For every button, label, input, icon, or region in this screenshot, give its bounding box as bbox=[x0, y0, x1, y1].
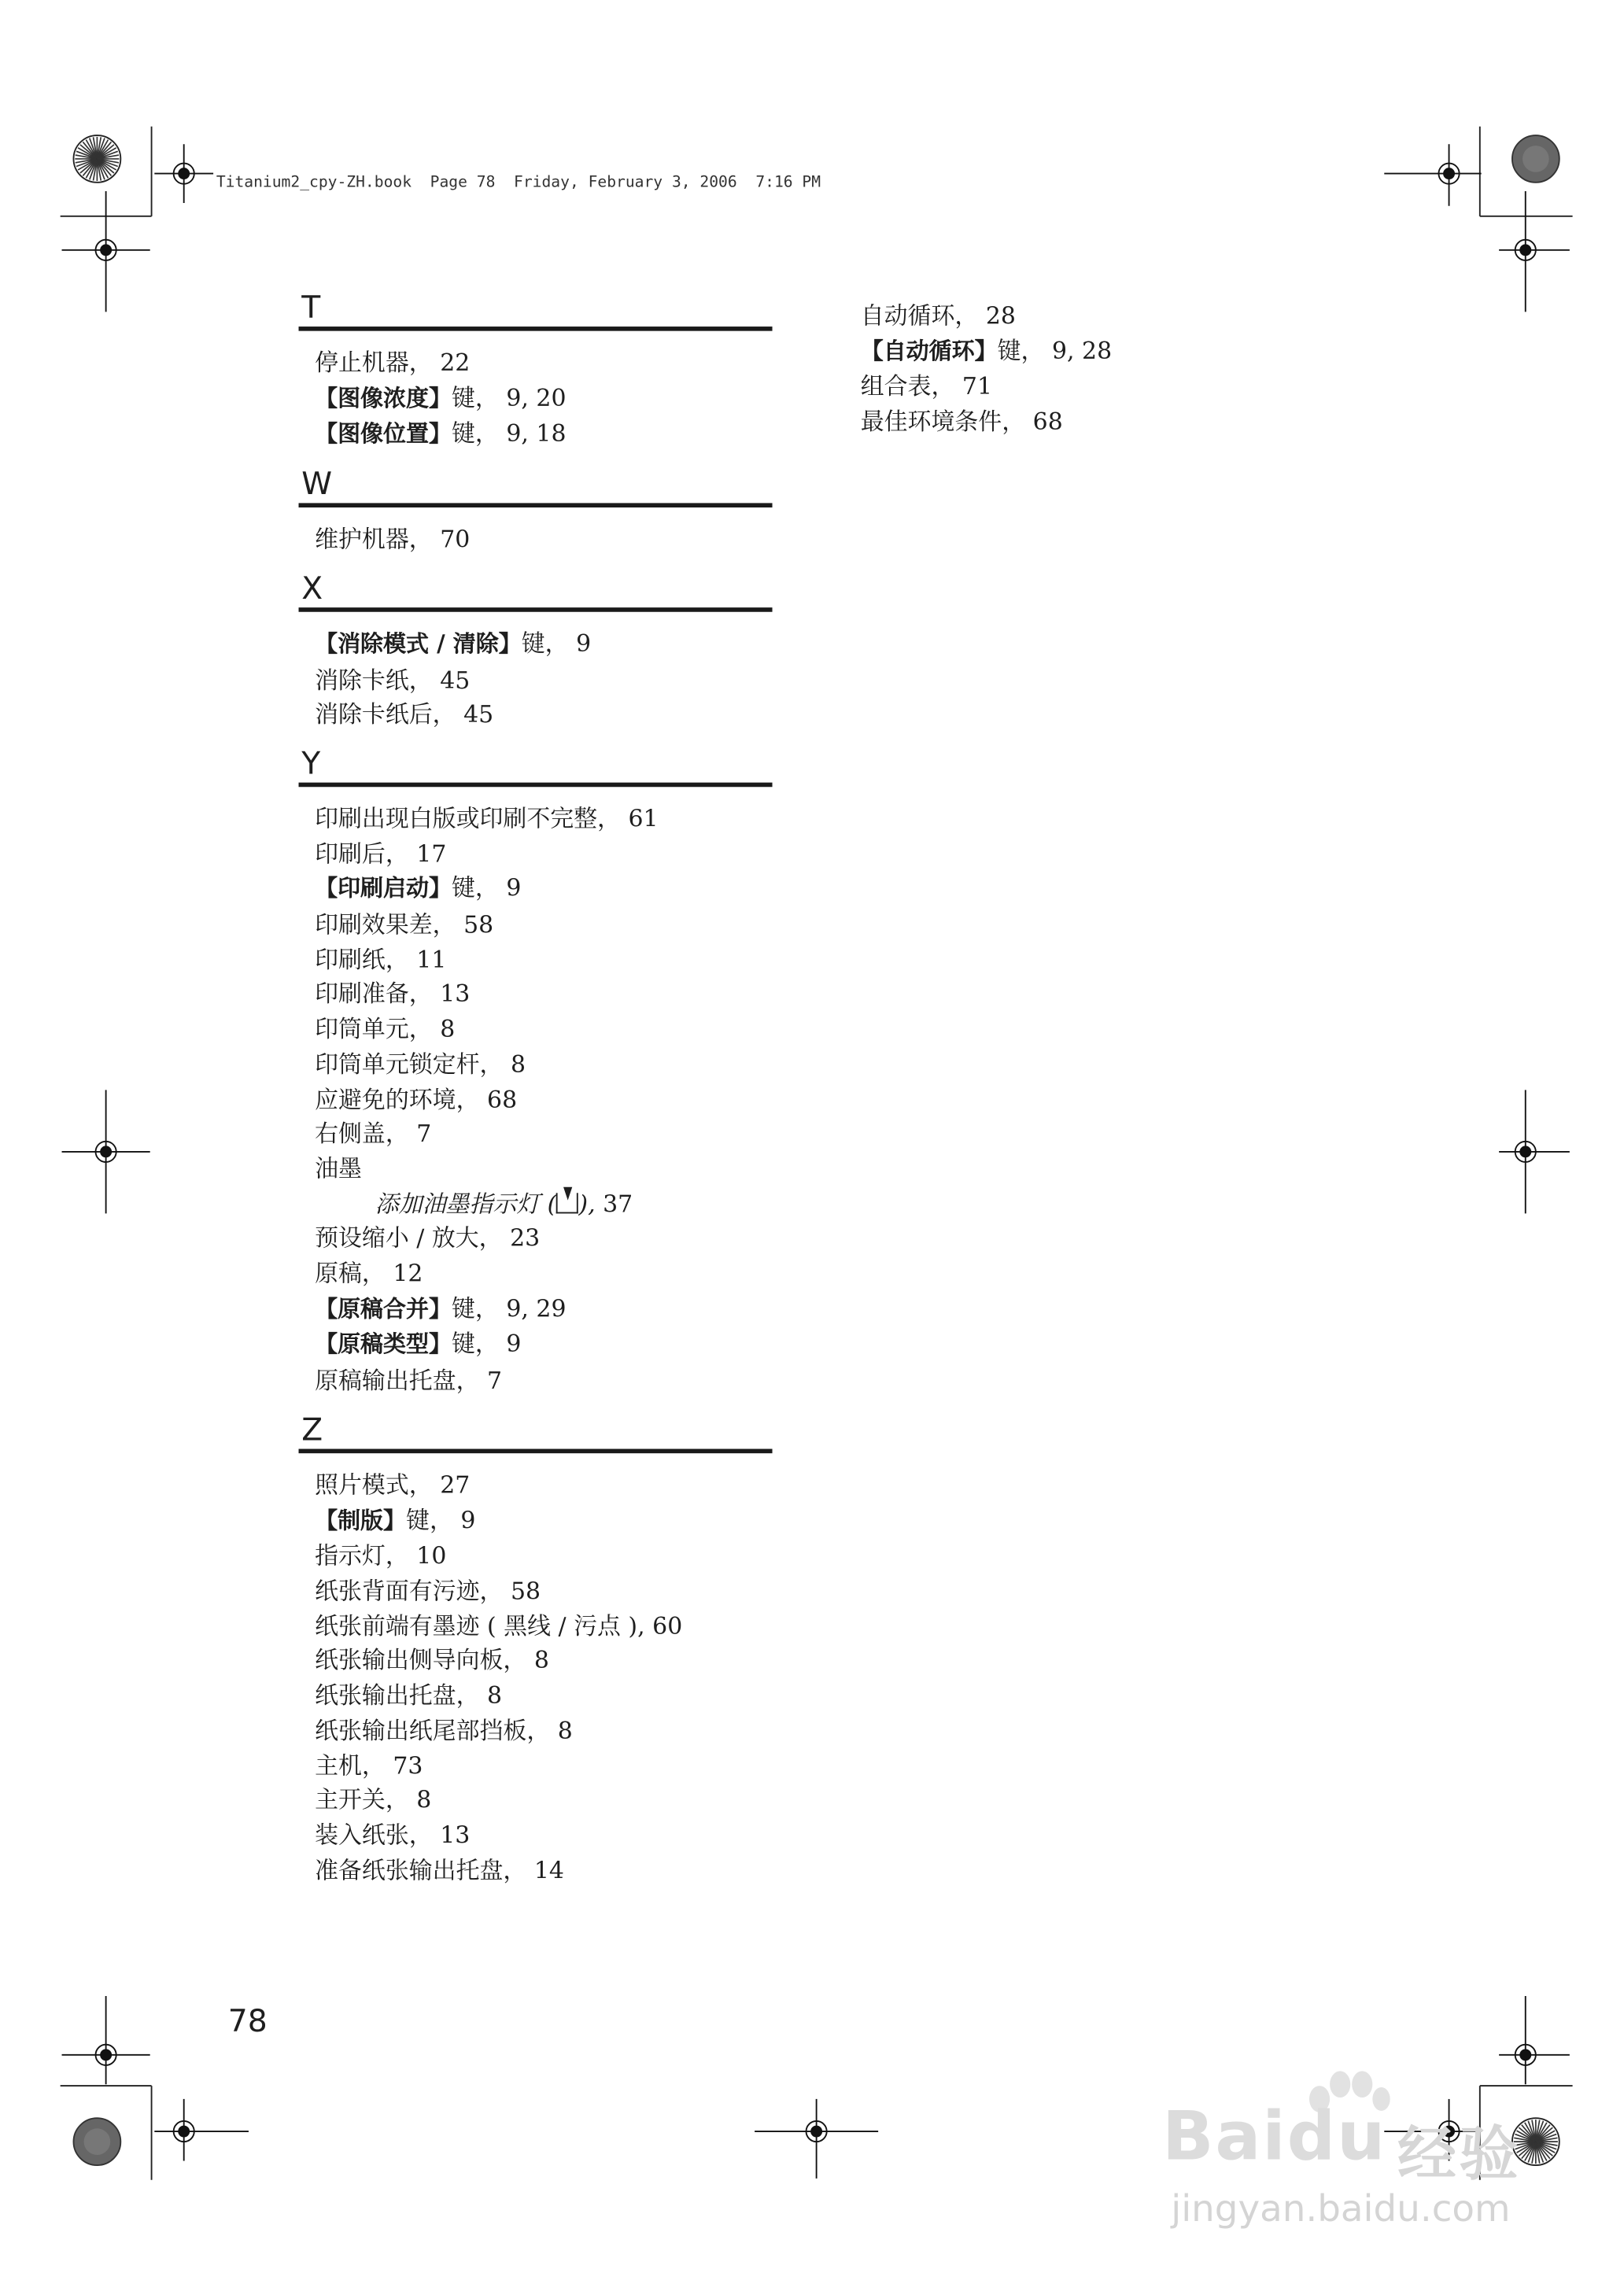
index-entry bbox=[299, 871, 773, 907]
page-reference: 7 bbox=[416, 1120, 432, 1148]
page-reference: 68 bbox=[487, 1084, 518, 1113]
index-section bbox=[299, 569, 773, 732]
index-entry bbox=[299, 943, 773, 977]
page-reference: 13 bbox=[440, 1821, 471, 1849]
page-reference: 28 bbox=[985, 301, 1016, 330]
index-entry bbox=[299, 1818, 773, 1853]
entry-term: 油墨 bbox=[315, 1154, 362, 1183]
page-reference: 22 bbox=[440, 349, 471, 377]
index-entry bbox=[299, 1714, 773, 1748]
index-entry bbox=[299, 1327, 773, 1363]
entry-term: 消除卡纸， bbox=[315, 666, 433, 694]
index-section bbox=[299, 288, 773, 453]
entry-term: 键， bbox=[451, 1293, 499, 1323]
section-letter: T bbox=[299, 288, 773, 330]
baidu-jingyan-watermark bbox=[1162, 2067, 1604, 2287]
page-reference: 71 bbox=[961, 372, 992, 401]
page-reference: 68 bbox=[1032, 408, 1063, 436]
index-entry bbox=[299, 1363, 773, 1398]
entry-term: 纸张输出托盘， bbox=[315, 1681, 480, 1710]
book-header-line: Titanium2_cpy-ZH.book Page 78 Friday, February 3, 2006 7:16 PM bbox=[216, 173, 821, 192]
page-reference: 11 bbox=[416, 945, 447, 974]
index-entry bbox=[861, 404, 1334, 439]
key-name: 【原稿类型】 bbox=[315, 1331, 452, 1359]
index-entry bbox=[299, 1221, 773, 1256]
color-bar-disc-icon bbox=[73, 135, 120, 183]
index-entry bbox=[299, 1853, 773, 1887]
index-entry bbox=[299, 662, 773, 697]
entry-term: 纸张输出侧导向板， bbox=[315, 1646, 527, 1675]
entry-term: 印刷纸， bbox=[315, 945, 409, 974]
add-ink-icon bbox=[556, 1193, 578, 1213]
index-entry bbox=[299, 1644, 773, 1678]
entry-term: 键， bbox=[451, 383, 499, 411]
page-reference: 9, 18 bbox=[506, 419, 567, 448]
index-entry bbox=[299, 1539, 773, 1574]
page-reference: 8 bbox=[416, 1786, 432, 1814]
entry-term: 键， bbox=[521, 629, 569, 658]
page-reference: 9, 28 bbox=[1051, 336, 1113, 365]
page-reference: 14 bbox=[533, 1855, 564, 1884]
key-name: 【印刷启动】 bbox=[315, 876, 452, 902]
index-entry bbox=[299, 1503, 773, 1539]
section-letter: Z bbox=[299, 1411, 773, 1453]
index-entry bbox=[299, 1013, 773, 1047]
watermark-url: jingyan.baidu.com bbox=[1171, 2187, 1511, 2230]
gray-disc-icon bbox=[73, 2118, 120, 2165]
entry-term: 键， bbox=[451, 419, 499, 448]
index-entry bbox=[299, 698, 773, 732]
page-reference: 70 bbox=[440, 525, 471, 554]
page-reference: 8 bbox=[533, 1646, 549, 1675]
entry-term: 右侧盖， bbox=[315, 1120, 409, 1148]
index-entry bbox=[299, 1609, 773, 1644]
entry-term: 组合表， bbox=[860, 372, 955, 401]
gray-disc-icon bbox=[1512, 135, 1559, 183]
entry-term: 键， bbox=[451, 1330, 499, 1359]
entry-term: 消除卡纸后， bbox=[315, 700, 456, 729]
page-reference: 58 bbox=[510, 1577, 541, 1605]
page-reference: 9 bbox=[460, 1505, 476, 1534]
index-entry bbox=[299, 1152, 773, 1186]
entry-term: 印筒单元， bbox=[315, 1015, 433, 1043]
index-right-column bbox=[861, 299, 1334, 440]
entry-term-tail: ), bbox=[578, 1189, 596, 1218]
index-left-column bbox=[299, 288, 773, 1899]
index-entry bbox=[299, 802, 773, 836]
index-entry bbox=[299, 1468, 773, 1503]
entry-term: 纸张前端有墨迹 ( 黑线 / 污点 ), bbox=[315, 1611, 645, 1640]
index-entry bbox=[299, 1291, 773, 1327]
page-reference: 8 bbox=[487, 1681, 503, 1710]
entry-term: 印刷准备， bbox=[315, 980, 433, 1009]
entry-term: 印刷效果差， bbox=[315, 910, 456, 939]
key-name: 【制版】 bbox=[315, 1507, 407, 1534]
entry-term: 印刷出现白版或印刷不完整， bbox=[315, 804, 622, 833]
key-name: 【消除模式 / 清除】 bbox=[315, 630, 522, 658]
entry-term: 预设缩小 / 放大， bbox=[315, 1224, 503, 1253]
page-reference: 9 bbox=[576, 629, 592, 658]
index-entry bbox=[299, 908, 773, 943]
index-entry bbox=[299, 626, 773, 662]
page-reference: 61 bbox=[628, 804, 659, 833]
page-reference: 73 bbox=[393, 1751, 423, 1780]
entry-term: 装入纸张， bbox=[315, 1821, 433, 1849]
page-reference: 13 bbox=[440, 980, 471, 1009]
entry-term: 准备纸张输出托盘， bbox=[315, 1855, 527, 1884]
index-entry bbox=[299, 417, 773, 453]
page-number: 78 bbox=[227, 2003, 268, 2039]
page-reference: 60 bbox=[652, 1611, 683, 1640]
index-entry bbox=[299, 1574, 773, 1608]
index-entry bbox=[299, 836, 773, 871]
entry-term: 指示灯， bbox=[315, 1541, 409, 1570]
page-reference: 17 bbox=[416, 839, 447, 868]
watermark-suffix: 经验 bbox=[1397, 2120, 1522, 2189]
section-letter: Y bbox=[299, 744, 773, 787]
key-name: 【图像浓度】 bbox=[315, 385, 452, 411]
key-name: 【原稿合并】 bbox=[315, 1295, 452, 1323]
index-entry bbox=[299, 1783, 773, 1817]
index-entry bbox=[299, 1678, 773, 1713]
index-section bbox=[299, 1411, 773, 1888]
index-entry bbox=[299, 1116, 773, 1151]
entry-term: 纸张输出纸尾部挡板， bbox=[315, 1716, 551, 1744]
index-entry bbox=[861, 299, 1334, 334]
page-reference: 9, 29 bbox=[506, 1293, 567, 1323]
index-section bbox=[299, 465, 773, 557]
page-reference: 7 bbox=[487, 1367, 503, 1395]
page-reference: 45 bbox=[463, 700, 494, 729]
entry-term: 自动循环， bbox=[860, 301, 979, 330]
section-letter: W bbox=[299, 465, 773, 507]
page-reference: 37 bbox=[603, 1189, 633, 1218]
entry-term: 应避免的环境， bbox=[315, 1084, 480, 1113]
index-section bbox=[299, 744, 773, 1399]
entry-term: 键， bbox=[406, 1505, 453, 1534]
page-reference: 12 bbox=[393, 1259, 423, 1288]
index-subentry bbox=[299, 1186, 773, 1221]
page-reference: 8 bbox=[510, 1050, 526, 1079]
page-reference: 8 bbox=[440, 1015, 456, 1043]
index-entry bbox=[299, 1082, 773, 1116]
entry-term: 键， bbox=[997, 336, 1045, 365]
page-reference: 10 bbox=[416, 1541, 447, 1570]
index-entry bbox=[299, 1256, 773, 1291]
entry-term: 原稿， bbox=[315, 1259, 386, 1288]
page-reference: 58 bbox=[463, 910, 494, 939]
entry-term: 主机， bbox=[315, 1751, 386, 1780]
section-letter: X bbox=[299, 569, 773, 611]
key-name: 【图像位置】 bbox=[315, 421, 452, 448]
page-reference: 45 bbox=[440, 666, 471, 694]
watermark-brand: Baidu bbox=[1161, 2096, 1387, 2176]
index-entry bbox=[299, 522, 773, 557]
index-entry bbox=[299, 1748, 773, 1783]
entry-term: 键， bbox=[451, 874, 499, 902]
key-name: 【自动循环】 bbox=[860, 338, 998, 365]
entry-term: 添加油墨指示灯 ( bbox=[375, 1189, 557, 1218]
page-reference: 8 bbox=[557, 1716, 573, 1744]
index-entry bbox=[299, 345, 773, 380]
page-reference: 9 bbox=[506, 1330, 522, 1359]
page-reference: 27 bbox=[440, 1470, 471, 1499]
index-entry bbox=[861, 370, 1334, 404]
page-reference: 9 bbox=[506, 874, 522, 902]
registration-mark-icons bbox=[62, 144, 1570, 2179]
index-entry bbox=[299, 381, 773, 417]
index-entry bbox=[299, 1047, 773, 1082]
entry-term: 纸张背面有污迹， bbox=[315, 1577, 504, 1605]
entry-term: 停止机器， bbox=[315, 349, 433, 377]
index-entry bbox=[299, 977, 773, 1012]
page-reference: 9, 20 bbox=[506, 383, 567, 411]
entry-term: 主开关， bbox=[315, 1786, 409, 1814]
entry-term: 维护机器， bbox=[315, 525, 433, 554]
entry-term: 最佳环境条件， bbox=[860, 408, 1026, 436]
entry-term: 原稿输出托盘， bbox=[315, 1367, 480, 1395]
entry-term: 照片模式， bbox=[315, 1470, 433, 1499]
entry-term: 印筒单元锁定杆， bbox=[315, 1050, 504, 1079]
index-entry bbox=[861, 334, 1334, 370]
entry-term: 印刷后， bbox=[315, 839, 409, 868]
page-reference: 23 bbox=[510, 1224, 541, 1253]
